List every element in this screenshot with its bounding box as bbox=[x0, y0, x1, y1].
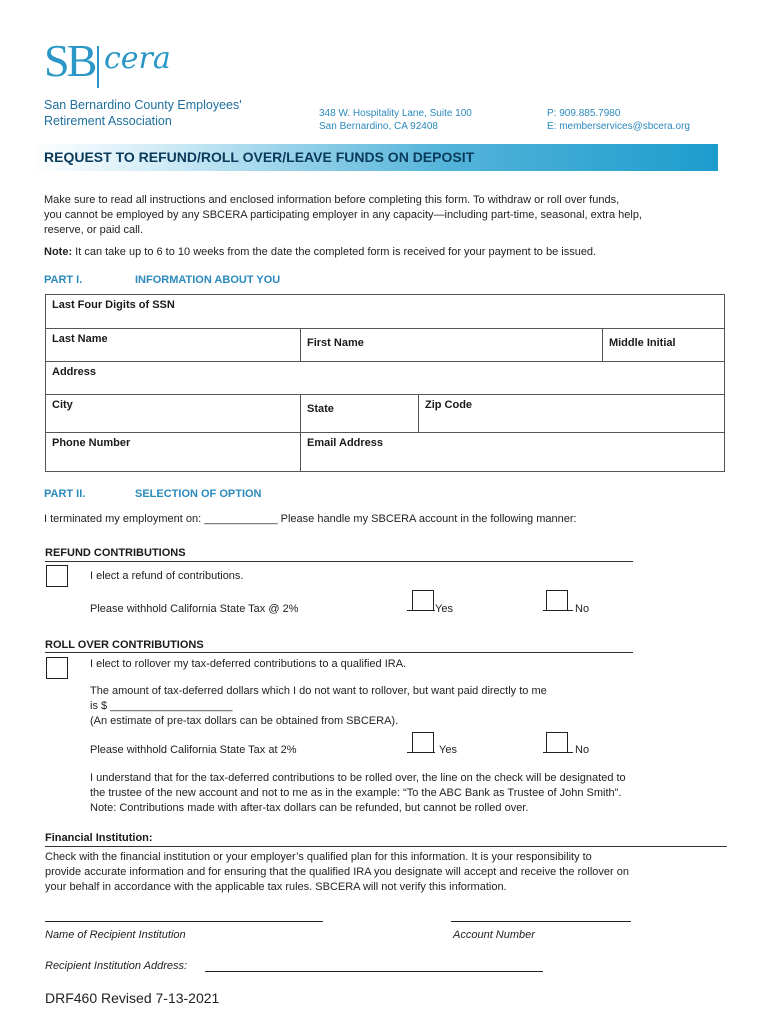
account-number-line[interactable] bbox=[451, 921, 631, 922]
email-field[interactable] bbox=[301, 433, 725, 472]
refund-heading: REFUND CONTRIBUTIONS bbox=[45, 547, 186, 559]
note-paragraph bbox=[44, 245, 734, 260]
intro-line-1: Make sure to read all instructions and enclosed information before completing this form. To withdraw or roll over funds, bbox=[44, 194, 620, 206]
refund-withhold-yes-checkbox[interactable] bbox=[412, 590, 434, 610]
state-label: State bbox=[307, 403, 334, 415]
financial-line-1: Check with the financial institution or your employer’s qualified plan for this information. It is your responsibility to bbox=[45, 851, 592, 863]
organization-name bbox=[44, 97, 264, 129]
rollover-withhold-yes-checkbox[interactable] bbox=[412, 732, 434, 752]
part2-heading: SELECTION OF OPTION bbox=[135, 488, 262, 500]
amount-line-3: (An estimate of pre-tax dollars can be obtained from SBCERA). bbox=[90, 715, 399, 727]
rollover-no-underline bbox=[543, 752, 573, 753]
termination-statement: I terminated my employment on: ____________ Please handle my SBCERA account in the following manner: bbox=[44, 513, 577, 525]
zip-label: Zip Code bbox=[425, 399, 473, 411]
phone-label: Phone Number bbox=[52, 437, 131, 449]
address-line-2: San Bernardino, CA 92408 bbox=[319, 121, 438, 132]
rollover-understand-text bbox=[90, 771, 730, 816]
zip-field[interactable] bbox=[419, 395, 725, 433]
part2-label: PART II. bbox=[44, 488, 86, 500]
refund-checkbox[interactable] bbox=[46, 565, 68, 587]
refund-yes-label: Yes bbox=[435, 603, 453, 615]
recipient-name-label: Name of Recipient Institution bbox=[45, 929, 186, 941]
amount-line-1: The amount of tax-deferred dollars which I do not want to rollover, but want paid directly to me bbox=[90, 685, 547, 697]
form-title: REQUEST TO REFUND/ROLL OVER/LEAVE FUNDS ON DEPOSIT bbox=[44, 149, 475, 165]
personal-info-table bbox=[45, 294, 725, 472]
logo-divider bbox=[97, 46, 99, 88]
middle-initial-label: Middle Initial bbox=[608, 337, 676, 349]
city-field[interactable] bbox=[46, 395, 301, 433]
rollover-withhold-text: Please withhold California State Tax at 2% bbox=[90, 744, 297, 756]
logo-sb: SB bbox=[44, 35, 95, 86]
understand-line-1: I understand that for the tax-deferred contributions to be rolled over, the line on the check will be designated to bbox=[90, 772, 626, 784]
financial-divider bbox=[45, 846, 727, 847]
refund-elect-text: I elect a refund of contributions. bbox=[90, 570, 244, 582]
part1-label: PART I. bbox=[44, 274, 83, 286]
address-label: Address bbox=[52, 366, 97, 378]
intro-line-2: you cannot be employed by any SBCERA participating employer in any capacity—including part-time, seasonal, extra help, bbox=[44, 209, 642, 221]
rollover-divider bbox=[45, 652, 633, 653]
rollover-yes-underline bbox=[407, 752, 435, 753]
form-revision: DRF460 Revised 7-13-2021 bbox=[45, 990, 220, 1006]
ssn-label: Last Four Digits of SSN bbox=[52, 299, 175, 311]
phone-field[interactable] bbox=[46, 433, 301, 472]
state-field[interactable] bbox=[301, 395, 419, 433]
email-address: E: memberservices@sbcera.org bbox=[547, 121, 690, 132]
org-line-2: Retirement Association bbox=[44, 114, 172, 128]
org-line-1: San Bernardino County Employees' bbox=[44, 98, 242, 112]
address-field[interactable] bbox=[46, 362, 725, 395]
email-label: Email Address bbox=[307, 437, 384, 449]
refund-divider bbox=[45, 561, 633, 562]
first-name-field[interactable] bbox=[301, 329, 603, 362]
part1-heading: INFORMATION ABOUT YOU bbox=[135, 274, 281, 286]
understand-line-3: Note: Contributions made with after-tax dollars can be refunded, but cannot be rolled over. bbox=[90, 802, 529, 814]
rollover-amount-text bbox=[90, 684, 730, 729]
address-line-1: 348 W. Hospitality Lane, Suite 100 bbox=[319, 108, 472, 119]
refund-withhold-no-checkbox[interactable] bbox=[546, 590, 568, 610]
last-name-field[interactable] bbox=[46, 329, 301, 362]
rollover-checkbox[interactable] bbox=[46, 657, 68, 679]
ssn-field[interactable] bbox=[46, 295, 725, 329]
account-number-label: Account Number bbox=[453, 929, 535, 941]
recipient-name-line[interactable] bbox=[45, 921, 323, 922]
note-text: It can take up to 6 to 10 weeks from the date the completed form is received for your payment to be issued. bbox=[72, 246, 597, 258]
first-name-label: First Name bbox=[307, 337, 364, 349]
understand-line-2: the trustee of the new account and not to me as in the example: “To the ABC Bank as Trustee of John Smith”. bbox=[90, 787, 622, 799]
financial-line-3: your behalf in accordance with the applicable tax rules. SBCERA will not verify this information. bbox=[45, 881, 507, 893]
mailing-address bbox=[319, 107, 472, 133]
note-label: Note: bbox=[44, 246, 73, 258]
rollover-withhold-no-checkbox[interactable] bbox=[546, 732, 568, 752]
financial-heading: Financial Institution: bbox=[45, 832, 153, 844]
financial-paragraph bbox=[45, 850, 730, 895]
refund-no-underline bbox=[543, 610, 573, 611]
refund-yes-underline bbox=[407, 610, 435, 611]
last-name-label: Last Name bbox=[52, 333, 108, 345]
refund-withhold-text: Please withhold California State Tax @ 2% bbox=[90, 603, 299, 615]
refund-no-label: No bbox=[575, 603, 590, 615]
rollover-yes-label: Yes bbox=[439, 744, 457, 756]
phone-number: P: 909.885.7980 bbox=[547, 108, 621, 119]
amount-line-2[interactable]: is $ ____________________ bbox=[90, 700, 233, 712]
contact-info bbox=[547, 107, 690, 133]
rollover-heading: ROLL OVER CONTRIBUTIONS bbox=[45, 639, 204, 651]
city-label: City bbox=[52, 399, 73, 411]
logo-cera: cera bbox=[104, 41, 171, 76]
intro-paragraph bbox=[44, 193, 734, 238]
rollover-no-label: No bbox=[575, 744, 590, 756]
rollover-elect-text: I elect to rollover my tax-deferred contributions to a qualified IRA. bbox=[90, 658, 407, 670]
recipient-address-line[interactable] bbox=[205, 971, 543, 972]
intro-line-3: reserve, or paid call. bbox=[44, 224, 144, 236]
middle-initial-field[interactable] bbox=[602, 329, 724, 362]
recipient-address-label: Recipient Institution Address: bbox=[45, 960, 188, 972]
financial-line-2: provide accurate information and for ensuring that the qualified IRA you designate will accept and receive the rollover on bbox=[45, 866, 629, 878]
